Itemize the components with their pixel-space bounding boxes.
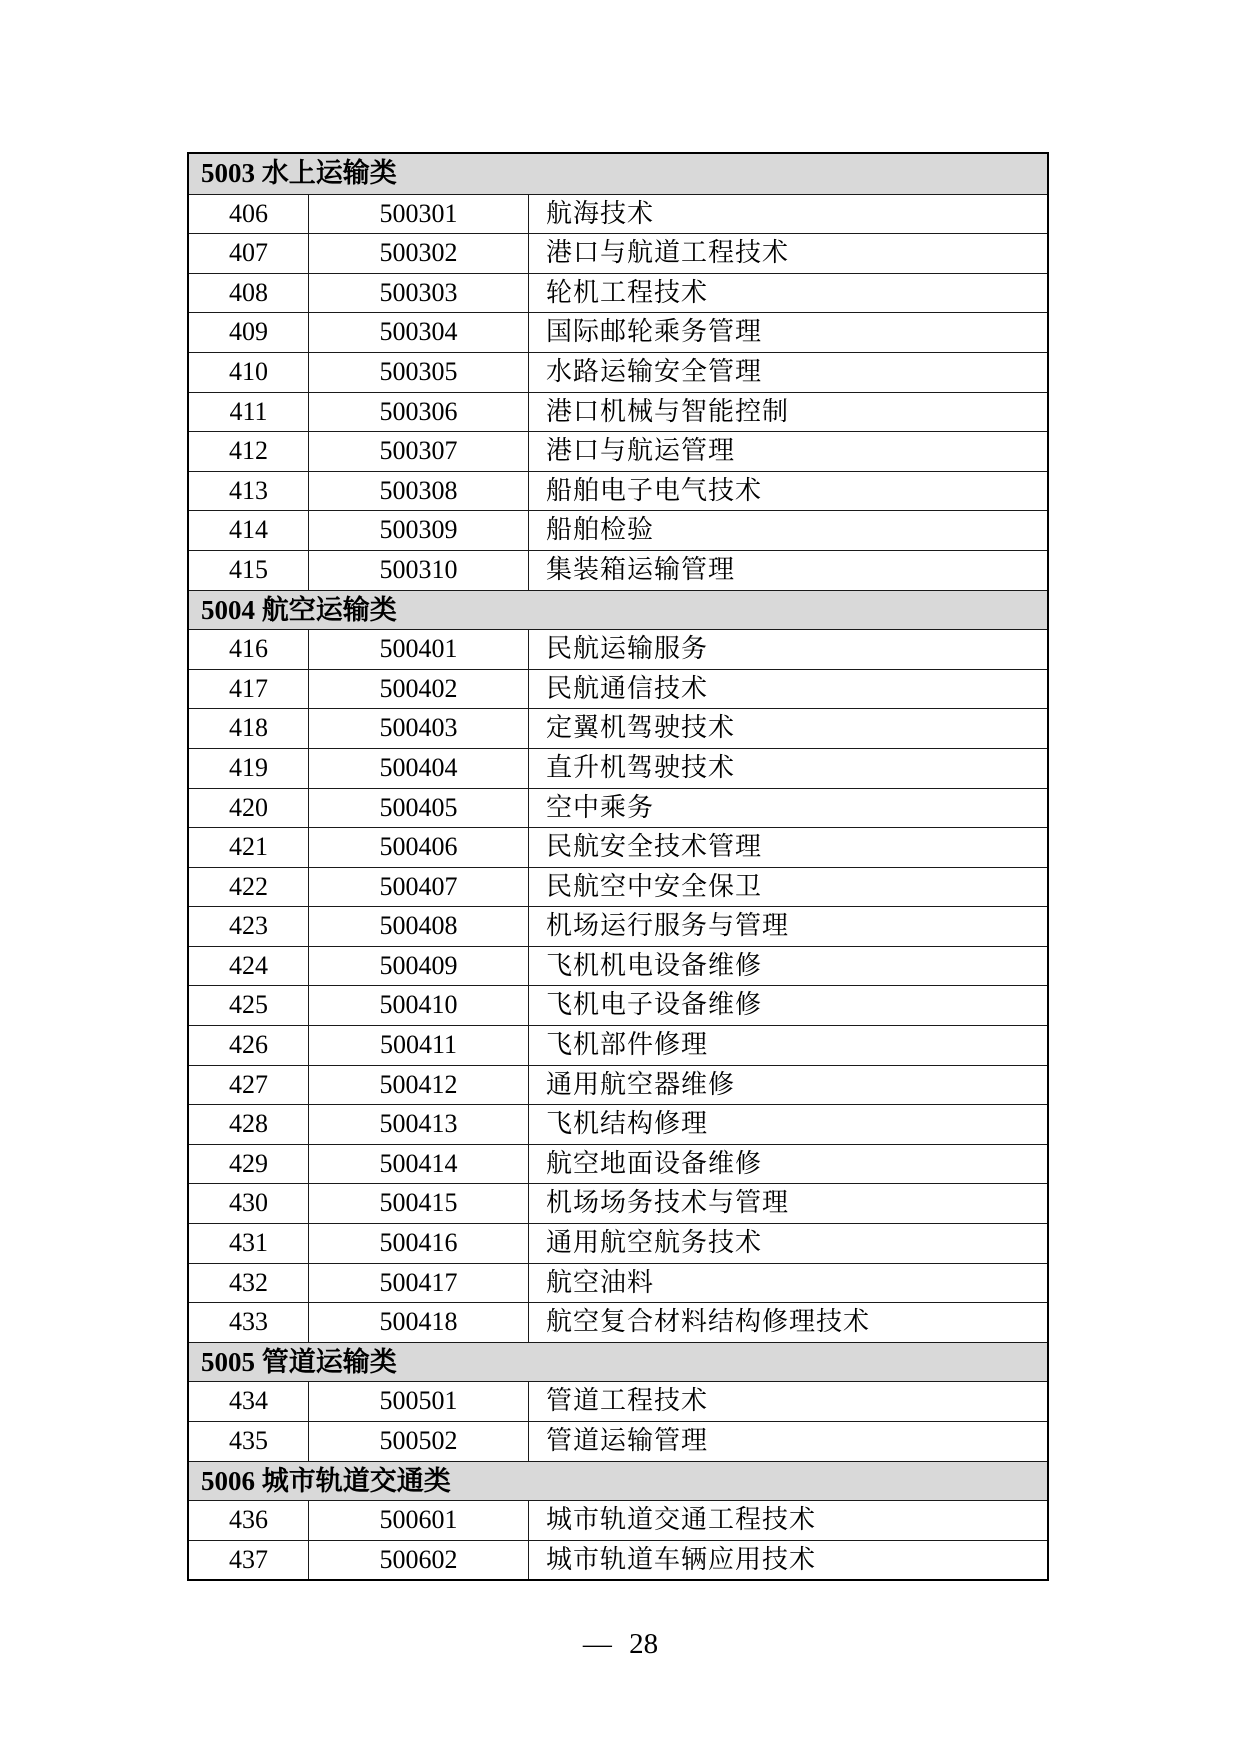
cell-code: 500416 <box>309 1224 529 1263</box>
table-row <box>189 194 1047 234</box>
cell-seq: 423 <box>189 907 309 946</box>
cell-name: 民航空中安全保卫 <box>546 871 763 901</box>
cell-code: 500418 <box>309 1303 529 1342</box>
cell-code: 500410 <box>309 986 529 1025</box>
cell-seq: 427 <box>189 1066 309 1105</box>
section-header: 5003 水上运输类 <box>189 154 1047 194</box>
cell-name: 港口机械与智能控制 <box>546 396 790 426</box>
cell-seq: 415 <box>189 551 309 590</box>
table-row <box>189 1381 1047 1421</box>
cell-seq: 406 <box>189 195 309 234</box>
cell-seq: 409 <box>189 313 309 352</box>
cell-name: 管道工程技术 <box>546 1386 709 1416</box>
cell-seq: 417 <box>189 670 309 709</box>
table-row <box>189 1540 1047 1580</box>
cell-name: 航海技术 <box>546 198 655 228</box>
cell-code: 500307 <box>309 432 529 471</box>
cell-name: 飞机机电设备维修 <box>546 950 763 980</box>
cell-name: 空中乘务 <box>546 792 655 822</box>
table-row <box>189 431 1047 471</box>
cell-code: 500308 <box>309 472 529 511</box>
table-row <box>189 1144 1047 1184</box>
cell-seq: 421 <box>189 828 309 867</box>
cell-code: 500301 <box>309 195 529 234</box>
cell-seq: 420 <box>189 789 309 828</box>
cell-name: 机场场务技术与管理 <box>546 1188 790 1218</box>
cell-name: 民航安全技术管理 <box>546 832 763 862</box>
table-row <box>189 985 1047 1025</box>
cell-seq: 424 <box>189 947 309 986</box>
cell-code: 500309 <box>309 511 529 550</box>
cell-seq: 410 <box>189 353 309 392</box>
cell-code: 500310 <box>309 551 529 590</box>
cell-code: 500602 <box>309 1541 529 1580</box>
cell-name: 船舶检验 <box>546 515 655 545</box>
cell-name: 民航通信技术 <box>546 673 709 703</box>
cell-seq: 408 <box>189 274 309 313</box>
cell-name: 机场运行服务与管理 <box>546 911 790 941</box>
table-row <box>189 1223 1047 1263</box>
cell-code: 500402 <box>309 670 529 709</box>
cell-seq: 430 <box>189 1184 309 1223</box>
table-row <box>189 471 1047 511</box>
cell-seq: 437 <box>189 1541 309 1580</box>
cell-code: 500406 <box>309 828 529 867</box>
section-header: 5005 管道运输类 <box>189 1342 1047 1382</box>
cell-seq: 434 <box>189 1382 309 1421</box>
table-row <box>189 510 1047 550</box>
cell-seq: 416 <box>189 630 309 669</box>
cell-code: 500401 <box>309 630 529 669</box>
cell-seq: 432 <box>189 1264 309 1303</box>
cell-code: 500412 <box>309 1066 529 1105</box>
table-row <box>189 629 1047 669</box>
cell-code: 500413 <box>309 1105 529 1144</box>
cell-code: 500403 <box>309 709 529 748</box>
table-row <box>189 946 1047 986</box>
cell-seq: 418 <box>189 709 309 748</box>
major-code-table <box>187 152 1049 1581</box>
cell-code: 500414 <box>309 1145 529 1184</box>
cell-name: 管道运输管理 <box>546 1426 709 1455</box>
cell-code: 500304 <box>309 313 529 352</box>
cell-name: 航空油料 <box>546 1267 655 1297</box>
cell-name: 轮机工程技术 <box>546 277 709 307</box>
cell-name: 定翼机驾驶技术 <box>546 713 736 743</box>
cell-code: 500502 <box>309 1422 529 1461</box>
table-row <box>189 788 1047 828</box>
cell-seq: 419 <box>189 749 309 788</box>
cell-name: 民航运输服务 <box>546 634 709 664</box>
section-header: 5004 航空运输类 <box>189 590 1047 630</box>
cell-seq: 428 <box>189 1105 309 1144</box>
cell-code: 500411 <box>309 1026 529 1065</box>
cell-code: 500417 <box>309 1264 529 1303</box>
table-row <box>189 392 1047 432</box>
section-header: 5006 城市轨道交通类 <box>189 1461 1047 1501</box>
cell-seq: 429 <box>189 1145 309 1184</box>
cell-code: 500407 <box>309 868 529 907</box>
cell-name: 直升机驾驶技术 <box>546 752 736 782</box>
cell-name: 船舶电子电气技术 <box>546 475 763 505</box>
table-row <box>189 550 1047 590</box>
cell-seq: 422 <box>189 868 309 907</box>
table-row <box>189 1263 1047 1303</box>
cell-seq: 407 <box>189 234 309 273</box>
cell-name: 通用航空器维修 <box>546 1069 736 1099</box>
cell-name: 航空复合材料结构修理技术 <box>546 1307 871 1337</box>
cell-name: 飞机电子设备维修 <box>546 990 763 1020</box>
table-row <box>189 669 1047 709</box>
table-row <box>189 827 1047 867</box>
cell-name: 城市轨道车辆应用技术 <box>546 1544 817 1574</box>
cell-code: 500306 <box>309 393 529 432</box>
cell-name: 飞机结构修理 <box>546 1109 709 1139</box>
cell-code: 500409 <box>309 947 529 986</box>
table-row <box>189 312 1047 352</box>
cell-name: 航空地面设备维修 <box>546 1148 763 1178</box>
cell-seq: 435 <box>189 1422 309 1461</box>
cell-code: 500415 <box>309 1184 529 1223</box>
cell-code: 500305 <box>309 353 529 392</box>
cell-code: 500303 <box>309 274 529 313</box>
table-row <box>189 273 1047 313</box>
table-row <box>189 867 1047 907</box>
cell-seq: 436 <box>189 1501 309 1540</box>
cell-name: 港口与航运管理 <box>546 436 736 466</box>
table-row <box>189 708 1047 748</box>
table-row <box>189 1065 1047 1105</box>
table-row <box>189 1421 1047 1461</box>
table-row <box>189 1183 1047 1223</box>
cell-name: 飞机部件修理 <box>546 1030 709 1060</box>
cell-name: 城市轨道交通工程技术 <box>546 1505 817 1535</box>
cell-name: 国际邮轮乘务管理 <box>546 317 763 347</box>
cell-seq: 426 <box>189 1026 309 1065</box>
cell-code: 500404 <box>309 749 529 788</box>
cell-code: 500408 <box>309 907 529 946</box>
cell-seq: 433 <box>189 1303 309 1342</box>
table-row <box>189 352 1047 392</box>
cell-code: 500302 <box>309 234 529 273</box>
cell-seq: 425 <box>189 986 309 1025</box>
cell-name: 港口与航道工程技术 <box>546 238 790 268</box>
table-row <box>189 906 1047 946</box>
table-row <box>189 748 1047 788</box>
table-row <box>189 1500 1047 1540</box>
table-row <box>189 1025 1047 1065</box>
cell-code: 500501 <box>309 1382 529 1421</box>
table-row <box>189 1104 1047 1144</box>
cell-name: 通用航空航务技术 <box>546 1228 763 1258</box>
table-row <box>189 233 1047 273</box>
cell-code: 500601 <box>309 1501 529 1540</box>
cell-seq: 431 <box>189 1224 309 1263</box>
cell-seq: 411 <box>189 393 309 432</box>
cell-name: 集装箱运输管理 <box>546 554 736 584</box>
cell-seq: 414 <box>189 511 309 550</box>
cell-seq: 413 <box>189 472 309 511</box>
table-row <box>189 1302 1047 1342</box>
cell-name: 水路运输安全管理 <box>546 356 763 386</box>
page-number: — 28 <box>582 1628 659 1660</box>
cell-seq: 412 <box>189 432 309 471</box>
cell-code: 500405 <box>309 789 529 828</box>
